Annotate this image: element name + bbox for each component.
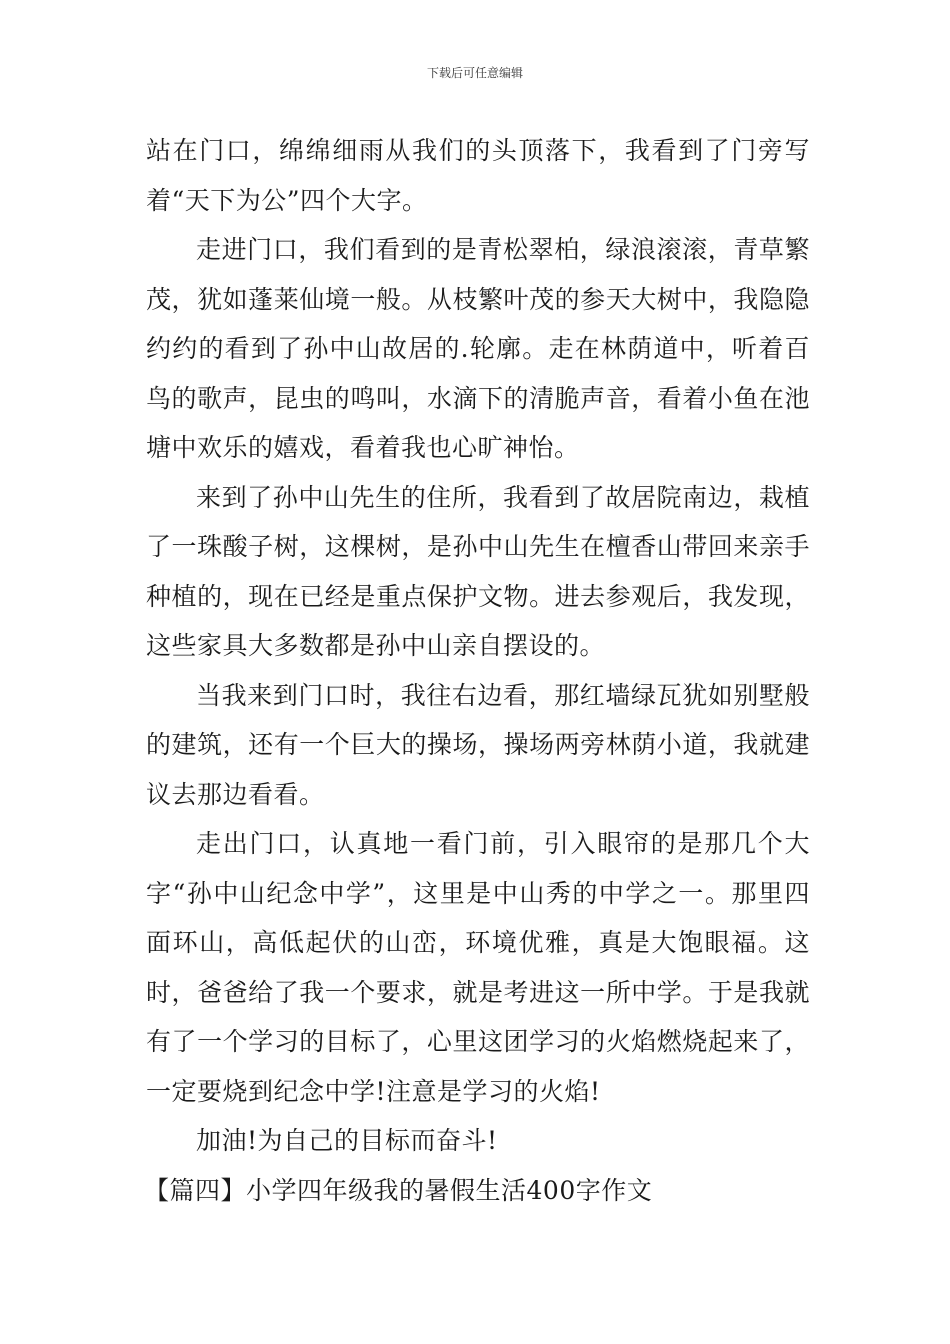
paragraph-5: 走出门口，认真地一看门前，引入眼帘的是那几个大字“孙中山纪念中学”，这里是中山秀的中学之一。那里四面环山，高低起伏的山峦，环境优雅，真是大饱眼福。这时，爸爸给了我一个要求，就是考进这一所中学。于是我就有了一个学习的目标了，心里这团学习的火焰燃烧起来了，一定要烧到纪念中学!注意是学习的火焰! [146, 829, 810, 1106]
essay-body [146, 126, 810, 1215]
section-heading: 【篇四】小学四年级我的暑假生活400字作文 [144, 1175, 653, 1205]
page-header-note: 下载后可任意编辑 [426, 66, 523, 80]
paragraph-3: 来到了孙中山先生的住所，我看到了故居院南边，栽植了一珠酸子树，这棵树，是孙中山先生在檀香山带回来亲手种植的，现在已经是重点保护文物。进去参观后，我发现，这些家具大多数都是孙中山亲自摆设的。 [146, 482, 810, 660]
paragraph-6: 加油!为自己的目标而奋斗! [196, 1126, 498, 1155]
paragraph-4: 当我来到门口时，我往右边看，那红墙绿瓦犹如别墅般的建筑，还有一个巨大的操场，操场两旁林荫小道，我就建议去那边看看。 [146, 680, 810, 809]
paragraph-1: 站在门口，绵绵细雨从我们的头顶落下，我看到了门旁写着“天下为公”四个大字。 [146, 136, 810, 215]
paragraph-2: 走进门口，我们看到的是青松翠柏，绿浪滚滚，青草繁茂，犹如蓬莱仙境一般。从枝繁叶茂的参天大树中，我隐隐约约的看到了孙中山故居的.轮廓。走在林荫道中，听着百鸟的歌声，昆虫的鸣叫，水滴下的清脆声音，看着小鱼在池塘中欢乐的嬉戏，看着我也心旷神怡。 [146, 235, 810, 462]
